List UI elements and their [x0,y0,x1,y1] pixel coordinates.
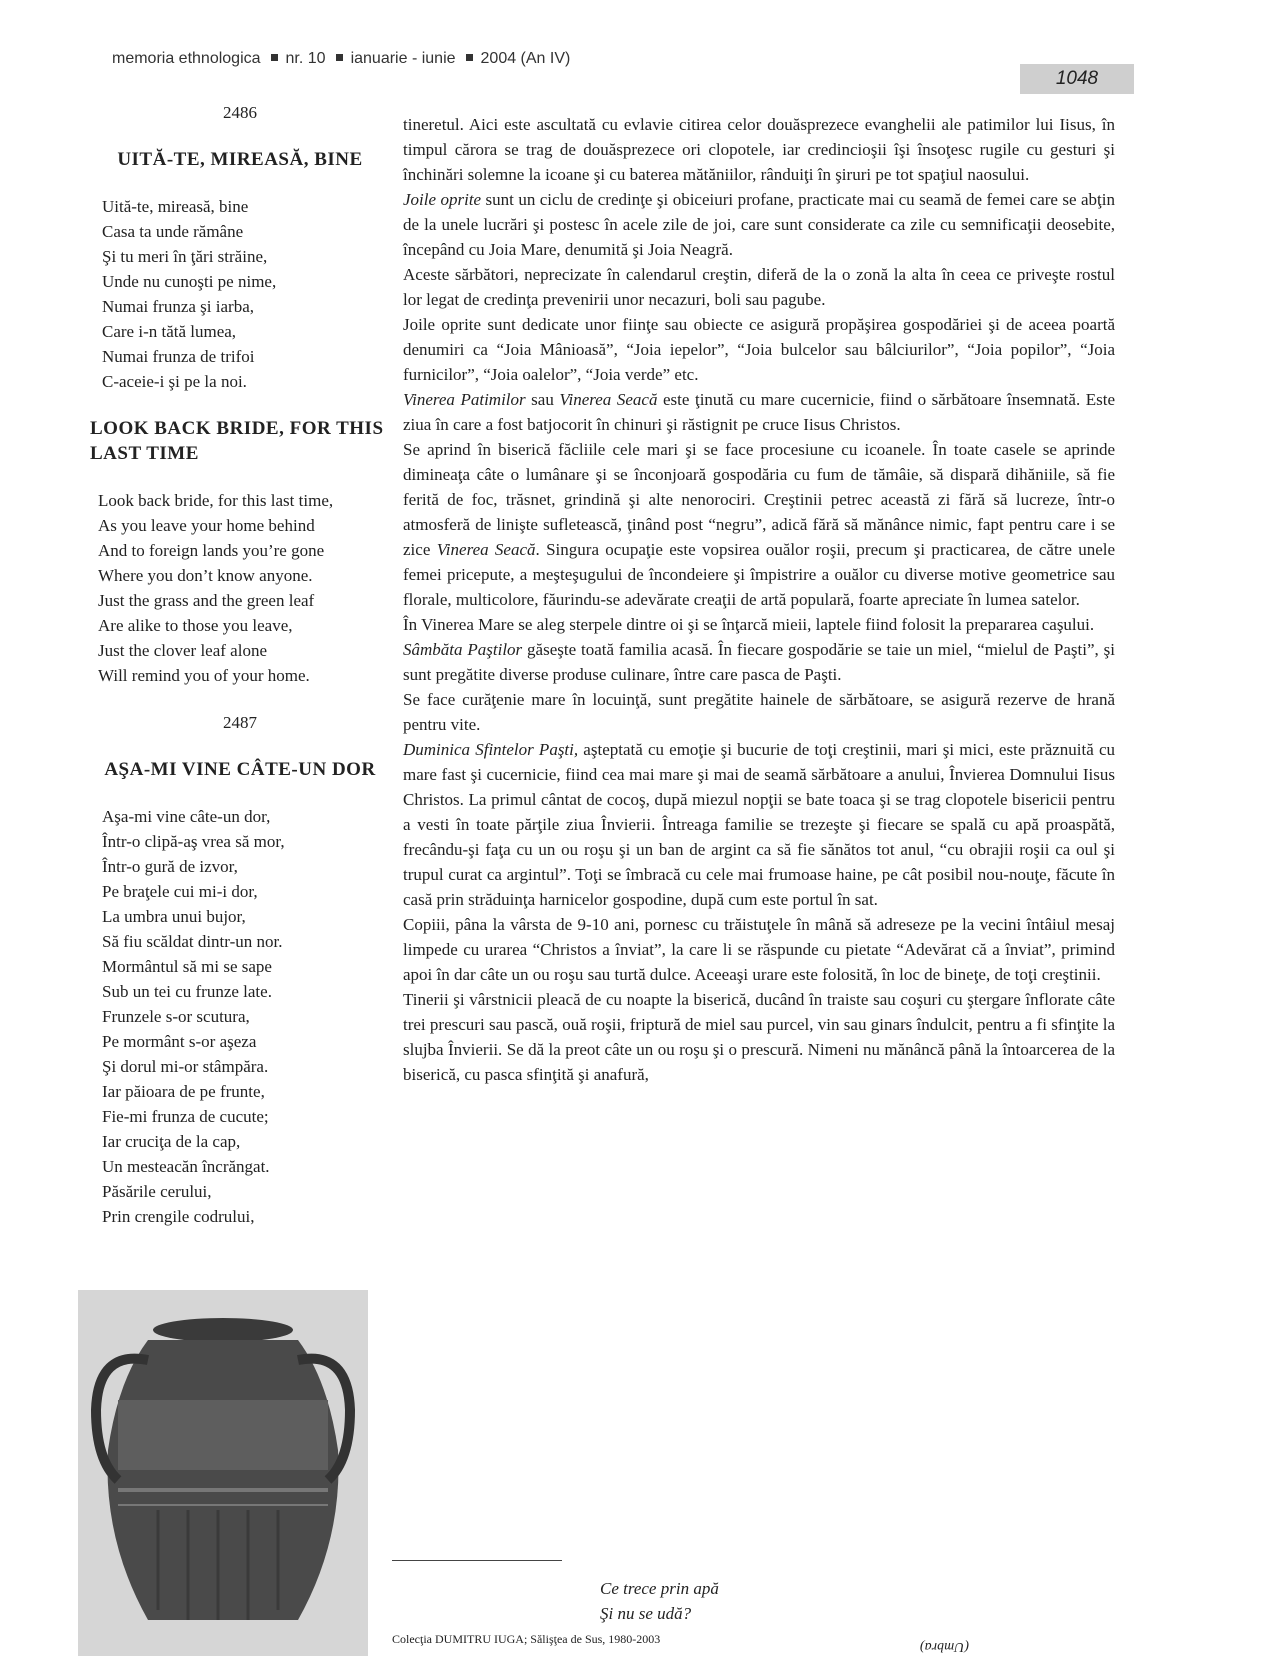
verse-line: Casa ta unde rămâne [102,222,244,241]
verse-line: Sub un tei cu frunze late. [102,982,272,1001]
emphasis: Vinerea Seacă [436,540,536,559]
vase-illustration [78,1290,368,1656]
paragraph: Aceste sărbători, neprecizate în calendarul creştin, diferă de la o zonă la alta în ceea ce priveşte rostul lor legat de credinţa prevenirii unor necazuri, boli sau pagube. [403,265,1115,309]
paragraph [403,387,1115,437]
verse-line: Fie-mi frunza de cucute; [102,1107,269,1126]
verse-line: Să fiu scăldat dintr-un nor. [102,932,283,951]
journal-header [112,50,570,68]
verse-line: Will remind you of your home. [98,666,310,685]
poem-title-en: LOOK BACK BRIDE, FOR THIS LAST TIME [90,418,384,464]
clay-vase-photo [78,1290,368,1656]
separator-square-icon [271,54,278,61]
riddle [600,1576,719,1626]
verse-line: Aşa-mi vine câte-un dor, [102,807,271,826]
paragraph [403,637,1115,687]
verse-line: Numai frunza de trifoi [102,347,255,366]
verse-line: Are alike to those you leave, [98,616,293,635]
verse-line: Într-o clipă-aş vrea să mor, [102,832,285,851]
paragraph-text: sunt un ciclu de credinţe şi obiceiuri profane, practicate mai cu seamă de femei care se abţin de la unele lucrări şi postesc în acele zile de joi, care sunt considerate ca zile cu semnificaţii deosebite, începând cu Joia Mare, denumită şi Joia Neagră. [403,190,1115,259]
poem-title-ro: UITĂ-TE, MIREASĂ, BINE [117,149,363,170]
poem-title: AŞA-MI VINE CÂTE-UN DOR [104,759,376,780]
paragraph-text: Se aprind în biserică făcliile cele mari şi se face procesiune cu icoanele. În toate casele se aprinde dimineaţa câte o lumânare şi se înconjoară gospodăria cu fum de tămâie, să dispară dihăniile, să fie ferită de foc, trăsnet, grindină şi alte nenorociri. Creştinii petrec această zi fără să lucreze, într-o atmosferă de linişte sufletească, ţinând post “negru”, adică fără să mănânce nimic, fapt pentru care i se zice [403,440,1115,559]
journal-name: memoria ethnologica [112,50,261,67]
collection-credit: Colecţia DUMITRU IUGA; Sălişţea de Sus, 1980-2003 [392,1632,661,1646]
poem-verse [102,804,390,1229]
poem-number: 2486 [223,103,257,122]
verse-line: Iar cruciţa de la cap, [102,1132,241,1151]
verse-line: Şi dorul mi-or stâmpăra. [102,1057,269,1076]
verse-line: Where you don’t know anyone. [98,566,313,585]
verse-line: Iar păioara de pe frunte, [102,1082,265,1101]
verse-line: Un mesteacăn încrăngat. [102,1157,270,1176]
verse-line: As you leave your home behind [98,516,315,535]
emphasis: Sâmbăta Paştilor [403,640,523,659]
poem-verse-ro [102,194,390,394]
verse-line: Într-o gură de izvor, [102,857,238,876]
verse-line: Păsările cerului, [102,1182,212,1201]
verse-line: Unde nu cunoşti pe nime, [102,272,277,291]
riddle-line: Şi nu se udă? [600,1604,692,1623]
riddle-answer: (Umbra) [920,1639,969,1654]
paragraph: Copiii, pâna la vârsta de 9-10 ani, pornesc cu trăistuţele în mână să adreseze pe la vecini întâiul mesaj limpede cu urarea “Christos a înviat”, la care li se răspunde cu pietate “Adevărat că a înviat”, primind apoi în dar câte un ou roşu sau turtă dulce. Aceeaşi urare este folosită, în loc de bineţe, de toţi creştinii. [403,915,1115,984]
paragraph: Joile oprite sunt dedicate unor fiinţe sau obiecte ce asigură propăşirea gospodăriei şi de aceea poartă denumiri ca “Joia Mânioasă”, “Joia iepelor”, “Joia bulcelor sau bâlciurilor”, “Joia popilor”, “Joia furnicilor”, “Joia oalelor”, “Joia verde” etc. [403,315,1115,384]
page-number: 1048 [1020,64,1134,94]
paragraph [403,737,1115,912]
journal-year: 2004 (An IV) [480,50,571,67]
journal-period: ianuarie - iunie [350,50,456,67]
verse-line: Care i-n tătă lumea, [102,322,237,341]
verse-line: Pe mormânt s-or aşeza [102,1032,257,1051]
paragraph: În Vinerea Mare se aleg sterpele dintre oi şi se înţarcă mieii, laptele fiind folosit la prepararea caşului. [403,615,1095,634]
paragraph-text: găseşte toată familia acasă. În fiecare gospodărie se taie un miel, “mielul de Paşti”, şi sunt pregătite diverse produse culinare, între care pasca de Paşti. [403,640,1115,684]
paragraph-text: aşteptată cu emoţie şi bucurie de toţi creştinii, mari şi mici, este prăznuită cu mare fast şi cucernicie, fiind cea mai mare şi mai de seamă sărbătoare a anului, Învierea Domnului Iisus Christos. La primul cântat de cocoş, după miezul nopţii se bate toaca şi se trag clopotele bisericii pentru a vesti în toate părţile ziua Învierii. Întreaga familie se trezeşte şi fiecare se spală cu apă proaspătă, frecându-şi faţa cu un ou roşu şi un ban de argint ca să fie sănătos tot anul, “cu obrajii roşii ca oul şi trupul curat ca argintul”. Toţi se îmbracă cu cele mai frumoase haine, pe cât posibil nou-nouţe, făcute în casă prin străduinţa harnicelor gospodine, după cum este portul în sat. [403,740,1115,909]
main-text [403,112,1115,1087]
separator-square-icon [466,54,473,61]
footnote-divider [392,1560,562,1561]
emphasis: Joile oprite [403,190,482,209]
paragraph: tineretul. Aici este ascultată cu evlavie citirea celor douăsprezece evanghelii ale patimilor lui Iisus, în timpul cărora se trag de douăsprezece ori clopotele, iar credincioşii îşi însoţesc rugile cu gesturi şi închinări solemne la icoane şi cu baterea mătăniilor, rânduiţi în şiruri pe tot spaţiul naosului. [403,115,1115,184]
separator-square-icon [336,54,343,61]
verse-line: La umbra unui bujor, [102,907,246,926]
poem-verse-en [98,488,390,688]
paragraph-text: sau [525,390,560,409]
emphasis: Vinerea Patimilor [403,390,526,409]
journal-issue: nr. 10 [285,50,326,67]
emphasis: Duminica Sfintelor Paşti, [403,740,579,759]
verse-line: Prin crengile codrului, [102,1207,255,1226]
verse-line: C-aceie-i şi pe la noi. [102,372,247,391]
paragraph-text: este ţinută cu mare cucernicie, fiind o sărbătoare însemnată. Este ziua în care a fost batjocorit în chinuri şi răstignit pe cruce Iisus Christos. [403,390,1116,434]
verse-line: Numai frunza şi iarba, [102,297,254,316]
verse-line: Şi tu meri în ţări străine, [102,247,268,266]
paragraph: Tinerii şi vârstnicii pleacă de cu noapte la biserică, ducând în traiste sau coşuri cu ştergare înflorate câte trei prescuri sau pască, ouă roşii, friptură de miel sau purcel, vin sau ginars îndulcit, pentru a fi sfinţite la slujba Învierii. Se dă la preot câte un ou roşu şi o prescură. Nimeni nu mănâncă până la întoarcerea de la biserică, cu pasca sfinţită şi anafură, [403,990,1115,1084]
verse-line: Just the grass and the green leaf [98,591,315,610]
paragraph [403,187,1115,262]
paragraph: Se face curăţenie mare în locuinţă, sunt pregătite hainele de sărbătoare, se asigură rezerve de hrană pentru vite. [403,690,1115,734]
poem-number: 2487 [223,713,257,732]
emphasis: Vinerea Seacă [559,390,658,409]
verse-line: Pe braţele cui mi-i dor, [102,882,258,901]
verse-line: And to foreign lands you’re gone [98,541,325,560]
verse-line: Look back bride, for this last time, [98,491,334,510]
left-column [90,100,390,1251]
verse-line: Just the clover leaf alone [98,641,267,660]
paragraph-text: . Singura ocupaţie este vopsirea ouălor roşii, precum şi practicarea, de către unele femei pricepute, a meşteşugului de încondeiere şi împistrire a ouălor cu diverse motive geometrice sau florale, multicolore, făurindu-se adevărate creaţii de artă populară, foarte apreciate în lumea satelor. [403,540,1116,609]
paragraph [403,437,1115,612]
riddle-line: Ce trece prin apă [600,1579,719,1598]
verse-line: Uită-te, mireasă, bine [102,197,249,216]
verse-line: Frunzele s-or scutura, [102,1007,250,1026]
verse-line: Mormântul să mi se sape [102,957,272,976]
